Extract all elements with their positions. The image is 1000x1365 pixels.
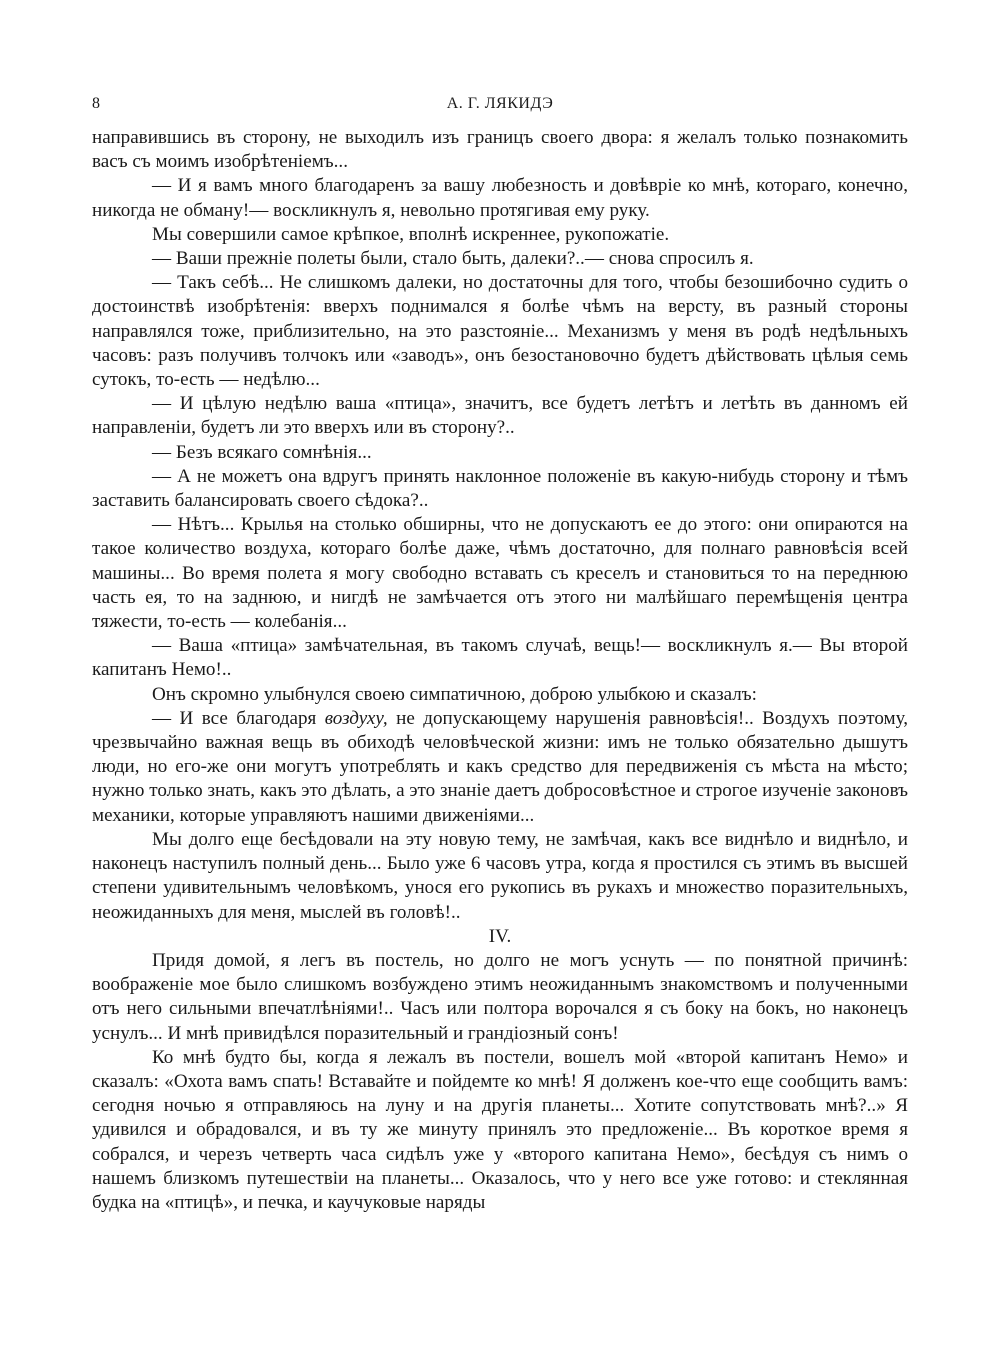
paragraph: Мы долго еще бесѣдовали на эту новую тему, не замѣчая, какъ все виднѣло и виднѣло, и наконецъ наступилъ полный день... Было уже 6 часовъ утра, когда я простился съ этимъ въ высшей степени удивительнымъ человѣкомъ, унося его рукопись въ рукахъ и множество поразительныхъ, неожиданныхъ для меня, мыслей въ головѣ!.. [92, 828, 908, 923]
paragraph [92, 707, 908, 828]
chapter-heading: IV. [488, 925, 512, 947]
paragraph: Ко мнѣ будто бы, когда я лежалъ въ постели, вошелъ мой «второй капитанъ Немо» и сказалъ: «Охота вамъ спать! Вставайте и пойдемте ко мнѣ! Я долженъ кое-что еще сообщить вамъ: сегодня ночью я отправляюсь на луну и на другія планеты... Хотите сопутствовать мнѣ?..» Я удивился и обрадовался, и въ ту же минуту принялъ это предложеніе... Въ короткое время я собрался, и черезъ четверть часа сидѣлъ уже у «второго капитана Немо», бесѣдуя съ нимъ о нашемъ близкомъ путешествіи на планеты... Оказалось, что у него все уже готово: и стеклянная будка на «птицѣ», и печка, и каучуковые наряды [92, 1046, 908, 1213]
paragraph: Мы совершили самое крѣпкое, вполнѣ искреннее, рукопожатіе. [152, 223, 670, 245]
running-title: А. Г. ЛЯКИДЭ [446, 95, 554, 112]
paragraph: Придя домой, я легъ въ постель, но долго не могъ уснуть — по понятной причинѣ: воображеніе мое было слишкомъ возбуждено этимъ неожиданнымъ знакомствомъ и полученными отъ него сильными впечатлѣніями!.. Часъ или полтора ворочался я съ боку на бокъ, но наконецъ уснулъ... И мнѣ привидѣлся поразительный и грандіозный сонъ! [92, 949, 908, 1044]
paragraph: — И я вамъ много благодаренъ за вашу любезность и довѣвріе ко мнѣ, котораго, конечно, никогда не обману!— воскликнулъ я, невольно протягивая ему руку. [92, 175, 908, 221]
paragraph: — И цѣлую недѣлю ваша «птица», значитъ, все будетъ летѣтъ и летѣть въ данномъ ей направленіи, будетъ ли это вверхъ или въ сторону?.. [92, 393, 908, 439]
paragraph: — А не можетъ она вдругъ принять наклонное положеніе въ какую-нибудь сторону и тѣмъ заставить балансировать своего сѣдока?.. [92, 465, 908, 512]
paragraph: — Такъ себѣ... Не слишкомъ далеки, но достаточны для того, чтобы безошибочно судить о достоинствѣ изобрѣтенія: вверхъ поднимался я болѣе чѣмъ на версту, въ разный стороны направлялся тоже, приблизительно, на это разстояніе... Механизмъ у меня въ родѣ недѣльныхъ часовъ: разъ получивъ толчокъ или «заводъ», онъ безостановочно будетъ дѣйствовать цѣлыя семь сутокъ, то-есть — недѣлю... [92, 272, 908, 391]
paragraph: — Ваши прежніе полеты были, стало быть, далеки?..— снова спросилъ я. [152, 248, 754, 270]
paragraph: Онъ скромно улыбнулся своею симпатичною, доброю улыбкою и сказалъ: [152, 683, 757, 705]
page [92, 92, 908, 1215]
emphasis: воздуху, [324, 707, 388, 729]
page-header [92, 92, 908, 116]
paragraph-text: не допускающему нарушенія равновѣсія!.. Воздухъ поэтому, чрезвычайно важная вещь въ обиходѣ человѣческой жизни: имъ не только обязательно дышутъ люди, но его-же они могутъ употреблять и какъ средство для передвиженія съ мѣста на мѣсто; нужно только знать, какъ это дѣлать, а это знаніе даетъ добросовѣстное и строгое изученіе законовъ механики, которые управляютъ нашими движеніями... [92, 707, 908, 826]
paragraph: — Нѣтъ... Крылья на столько обширны, что не допускаютъ ее до этого: они опираются на такое количество воздуха, котораго болѣе даже, чѣмъ достаточно, для полнаго равновѣсія всей машины... Во время полета я могу свободно вставать съ креселъ и становиться то на переднюю часть ея, то на заднюю, и нигдѣ не замѣчается отъ этого ни малѣйшаго перемѣщенія центра тяжести, то-есть — колебанія... [92, 514, 908, 633]
paragraph: направившись въ сторону, не выходилъ изъ границъ своего двора: я желалъ только познакомить васъ съ моимъ изобрѣтеніемъ... [92, 127, 908, 173]
paragraph-text: — И все благодаря [152, 707, 325, 729]
paragraph: — Безъ всякаго сомнѣнія... [152, 441, 372, 463]
page-number: 8 [92, 95, 100, 112]
paragraph: — Ваша «птица» замѣчательная, въ такомъ случаѣ, вещь!— воскликнулъ я.— Вы второй капитанъ Немо!.. [92, 635, 908, 681]
